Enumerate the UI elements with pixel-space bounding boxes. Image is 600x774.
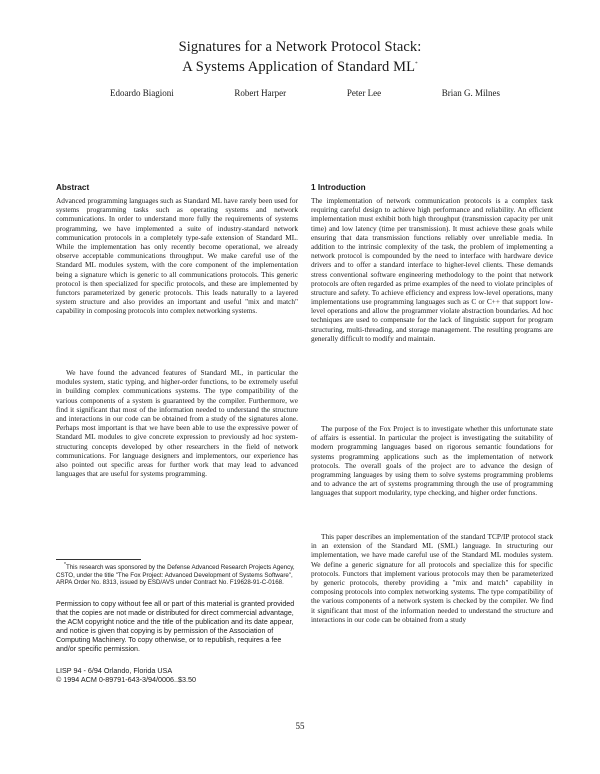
abstract-heading: Abstract <box>56 183 90 192</box>
title-footnote-mark: * <box>415 62 418 67</box>
introduction-paragraph-1: The implementation of network communication protocols is a complex task requiring careful design to achieve high performance and reliability. An efficient implementation must exhibit both high throughput (transmission capacity per unit time) and low latency (time per transmission). It must achieve these goals while ensuring that data transmission functions reliably over unreliable media. In addition to the intrinsic complexity of the task, the problem of implementing a network protocol is compounded by the need to interface with hardware device drivers and to offer a standard interface to higher-level clients. These demands stress conventional software engineering methodology to the point that network protocols are often regarded as prime examples of the need to violate principles of structure and safety. To achieve efficiency and express low-level operations, many implementations use programming languages such as C or C++ that support low-level operations and allow the programmer violate abstraction boundaries. Ad hoc techniques are used to compensate for the lack of linguistic support for program structuring, multi-threading, and storage management. The resulting programs are generally difficult to modify and maintain. <box>311 196 553 343</box>
acm-permission-notice: Permission to copy without fee all or part of this material is granted provided that the copies are not made or distributed for direct commercial advantage, the ACM copyright notice and the title of the publication and its date appear, and notice is given that copying is by permission of the Association of Computing Machinery. To copy otherwise, or to republish, requires a fee and/or specific permission. <box>56 600 295 653</box>
page-number: 55 <box>295 721 305 731</box>
paper-title-line-2 <box>0 56 600 76</box>
author-list <box>110 88 500 99</box>
author-name: Brian G. Milnes <box>441 88 500 98</box>
abstract-paragraph-2: We have found the advanced features of Standard ML, in particular the modules system, static typing, and higher-order functions, to be extremely useful in building complex communications systems. The type compatibility of the various components of a system is guaranteed by the compiler. Furthermore, we find it significant that most of the information needed to understand the structure and interactions in our code can be obtained from a study of the signatures alone. Perhaps most important is that we have been able to use the expressive power of Standard ML modules to give concrete expression to previously ad hoc system-structuring concepts developed by other researchers in the field of network communications. For language designers and implementors, our experience has also pointed out specific areas for further work that may lead to advanced languages that are useful for systems programming. <box>56 368 298 479</box>
footnote-mark: * <box>64 562 66 568</box>
introduction-paragraph-2: The purpose of the Fox Project is to investigate whether this unfortunate state of affairs is essential. In particular the project is investigating the suitability of modern programming languages based on rigorous semantic foundations for systems programming applications such as the implementation of network protocols. The overall goals of the project are to advance the design of programming languages by using them to solve systems programming problems and to advance the art of systems programming through the use of programming languages that support modularity, type checking, and higher order functions. <box>311 424 553 498</box>
funding-footnote <box>56 562 298 587</box>
author-name: Edoardo Biagioni <box>110 88 174 98</box>
copyright-line: © 1994 ACM 0-89791-643-3/94/0006..$3.50 <box>56 675 196 684</box>
introduction-heading: 1 Introduction <box>311 183 366 192</box>
author-name: Peter Lee <box>346 88 382 98</box>
introduction-paragraph-3: This paper describes an implementation of the standard TCP/IP protocol stack in an extension of the Standard ML (SML) language. In structuring our implementation, we have made careful use of the Standard ML modules system. We define a generic signature for all protocols and specialize this for specific protocols. Functors that implement various protocols may then be parameterized by generic protocols, thereby providing a "mix and match" capability in composing protocols into complex networking systems. The type compatibility of the various components of a network system is checked by the compiler. We find it significant that most of the information needed to understand the structure and interactions in our code can be obtained from a study <box>311 532 553 624</box>
footnote-rule <box>56 559 141 560</box>
conference-line: LISP 94 - 6/94 Orlando, Florida USA <box>56 666 173 675</box>
abstract-paragraph-1: Advanced programming languages such as Standard ML have rarely been used for systems programming tasks such as operating systems and network communications. In order to understand more fully the requirements of systems programming, we have implemented a suite of industry-standard network communication protocols in a completely type-safe extension of Standard ML. While the implementation has only recently become operational, we already observe acceptable communications throughput. We make careful use of the Standard ML modules system, with the core component of the implementation being a signature which is generic to all communications protocols. This generic protocol is then specialized for specific protocols, and these are implemented by functors parameterized by generic protocols. This leads naturally to a layered system structure and also provides an important and useful "mix and match" capability in composing protocols into complex networking systems. <box>56 196 298 316</box>
author-name: Robert Harper <box>234 88 287 98</box>
footnote-text: This research was sponsored by the Defense Advanced Research Projects Agency, CSTO, under the title "The Fox Project: Advanced Development of Systems Software", ARPA Order No. 8313, issued by ESD/AVS under Contract No. F19628-91-C-0168. <box>56 564 295 587</box>
paper-title-line-2-text: A Systems Application of Standard ML <box>182 58 416 75</box>
paper-title-line-1: Signatures for a Network Protocol Stack: <box>178 39 422 55</box>
